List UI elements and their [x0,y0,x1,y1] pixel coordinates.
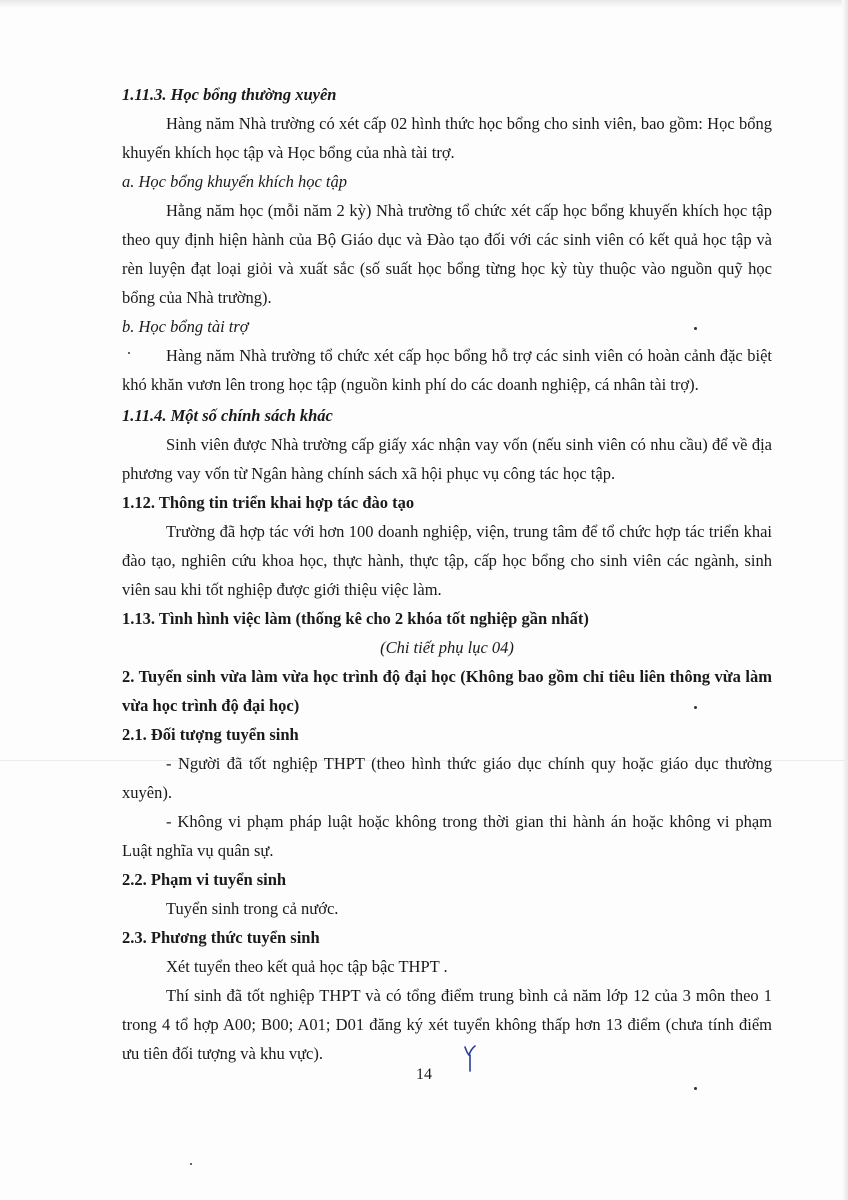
paragraph-scholarship-intro: Hàng năm Nhà trường có xét cấp 02 hình thức học bổng cho sinh viên, bao gồm: Học bổng khuyến khích học tập và Học bổng của nhà tài trợ. [122,114,772,162]
note-appendix: (Chi tiết phụ lục 04) [380,638,514,657]
scan-speck [694,327,697,330]
paragraph-cooperation: Trường đã hợp tác với hơn 100 doanh nghiệp, viện, trung tâm để tổ chức hợp tác triển khai đào tạo, nghiên cứu khoa học, thực hành, thực tập, cấp học bổng cho sinh viên các ngành, sinh viên sau khi tốt nghiệp được giới thiệu việc làm. [122,522,772,599]
paragraph-method-1: Xét tuyển theo kết quả học tập bậc THPT . [166,957,448,976]
paragraph-other-policies: Sinh viên được Nhà trường cấp giấy xác nhận vay vốn (nếu sinh viên có nhu cầu) để về địa phương vay vốn từ Ngân hàng chính sách xã hội phục vụ công tác học tập. [122,435,772,483]
paragraph-eligibility-2: - Không vi phạm pháp luật hoặc không trong thời gian thi hành án hoặc không vi phạm Luật nghĩa vụ quân sự. [122,812,772,860]
subheading-b: b. Học bổng tài trợ [122,317,249,336]
heading-1-12: 1.12. Thông tin triển khai hợp tác đào tạo [122,493,415,512]
scan-speck [128,352,130,354]
paragraph-eligibility-1: - Người đã tốt nghiệp THPT (theo hình thức giáo dục chính quy hoặc giáo dục thường xuyên). [122,754,772,802]
paragraph-sponsor-scholarship: Hàng năm Nhà trường tổ chức xét cấp học bổng hỗ trợ các sinh viên có hoàn cảnh đặc biệt khó khăn vươn lên trong học tập (nguồn kinh phí do các doanh nghiệp, cá nhân tài trợ). [122,346,772,394]
subheading-a: a. Học bổng khuyến khích học tập [122,172,347,191]
heading-1-11-4: 1.11.4. Một số chính sách khác [122,406,333,425]
heading-2-1: 2.1. Đối tượng tuyển sinh [122,725,299,744]
paragraph-method-2: Thí sinh đã tốt nghiệp THPT và có tổng điểm trung bình cả năm lớp 12 của 3 môn theo 1 trong 4 tổ hợp A00; B00; A01; D01 đăng ký xét tuyển không thấp hơn 13 điểm (chưa tính điểm ưu tiên đối tượng và khu vực). [122,986,772,1063]
page-number: 14 [416,1066,432,1083]
heading-2: 2. Tuyển sinh vừa làm vừa học trình độ đại học (Không bao gồm chỉ tiêu liên thông vừa làm vừa học trình độ đại học) [122,667,772,715]
document-body [122,78,772,1068]
heading-1-13: 1.13. Tình hình việc làm (thống kê cho 2 khóa tốt nghiệp gần nhất) [122,609,589,628]
heading-1-11-3: 1.11.3. Học bổng thường xuyên [122,85,337,104]
scan-speck [190,1163,192,1165]
heading-2-3: 2.3. Phương thức tuyển sinh [122,928,320,947]
scan-edge-right [842,0,848,1200]
heading-2-2: 2.2. Phạm vi tuyển sinh [122,870,287,889]
paragraph-scope: Tuyển sinh trong cả nước. [166,899,339,918]
paragraph-incentive-scholarship: Hằng năm học (mỗi năm 2 kỳ) Nhà trường tổ chức xét cấp học bổng khuyến khích học tập theo quy định hiện hành của Bộ Giáo dục và Đào tạo đối với các sinh viên có kết quả học tập và rèn luyện đạt loại giỏi và xuất sắc (số suất học bổng từng học kỳ tùy thuộc vào nguồn quỹ học bổng của Nhà trường). [122,201,772,307]
scan-speck [694,1087,697,1090]
scan-speck [694,706,697,709]
scan-edge-top [0,0,848,8]
